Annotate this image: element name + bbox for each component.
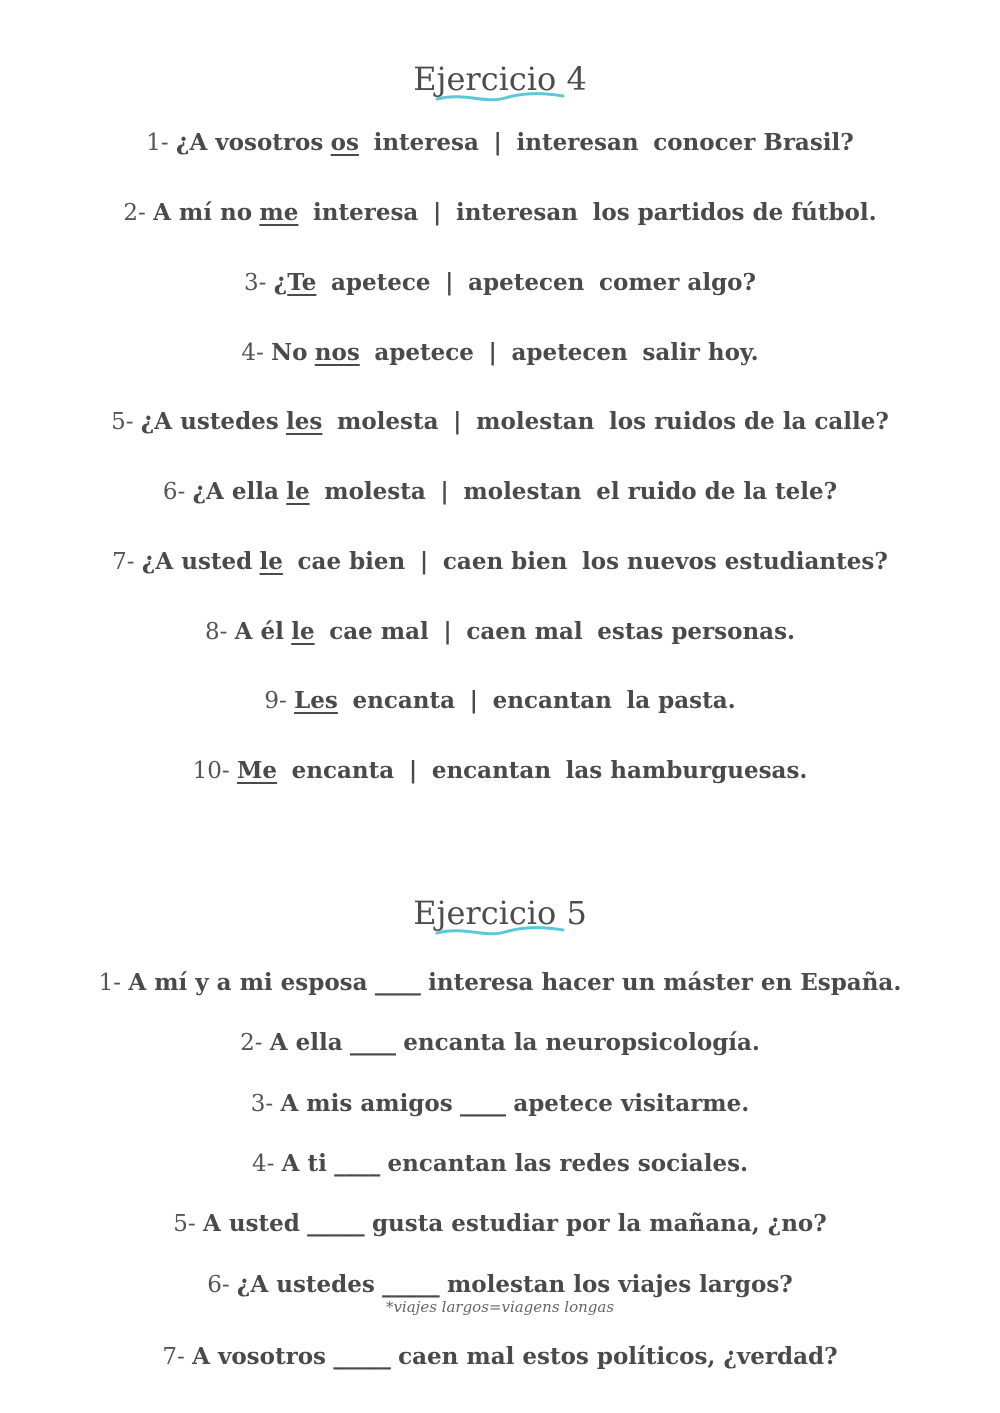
- exercise-5-item: [0, 1342, 1000, 1372]
- item-suffix: apetece visitarme.: [513, 1090, 750, 1117]
- option-singular[interactable]: interesa: [373, 129, 479, 156]
- option-singular[interactable]: molesta: [337, 408, 439, 435]
- pronoun: os: [330, 129, 359, 156]
- option-plural[interactable]: caen bien: [442, 548, 568, 575]
- option-singular[interactable]: encanta: [352, 687, 455, 714]
- exercise-5-item: [0, 1270, 1000, 1300]
- answer-blank[interactable]: _____: [382, 1271, 440, 1298]
- item-prefix: A mí y a mi esposa: [128, 969, 368, 996]
- item-suffix: el ruido de la tele?: [596, 478, 838, 505]
- exercise-5-item: [0, 968, 1000, 998]
- item-prefix: ¿A ella: [192, 478, 279, 505]
- item-prefix: A ti: [281, 1150, 327, 1177]
- item-suffix: interesa hacer un máster en España.: [428, 969, 902, 996]
- item-suffix: encanta la neuropsicología.: [403, 1029, 760, 1056]
- option-separator: |: [440, 478, 449, 505]
- option-singular[interactable]: apetece: [330, 269, 431, 296]
- exercise-5-title: [0, 894, 1000, 938]
- item-prefix: A ella: [269, 1029, 343, 1056]
- exercise-4-item: [0, 338, 1000, 368]
- item-number: 7-: [162, 1344, 185, 1370]
- item-suffix: los nuevos estudiantes?: [581, 548, 888, 575]
- exercise-4-item: [0, 477, 1000, 507]
- exercise-4-item: [0, 128, 1000, 158]
- option-plural[interactable]: interesan: [455, 199, 578, 226]
- option-separator: |: [443, 618, 452, 645]
- exercise-5-item: [0, 1149, 1000, 1179]
- item-prefix: No: [271, 339, 308, 366]
- option-singular[interactable]: cae bien: [297, 548, 406, 575]
- option-separator: |: [488, 339, 497, 366]
- option-plural[interactable]: encantan: [492, 687, 612, 714]
- item-suffix: encantan las redes sociales.: [387, 1150, 749, 1177]
- option-separator: |: [419, 548, 429, 575]
- item-number: 6-: [207, 1272, 230, 1298]
- item-prefix: A usted: [202, 1210, 300, 1237]
- option-plural[interactable]: molestan: [476, 408, 595, 435]
- item-suffix: comer algo?: [598, 269, 756, 296]
- option-separator: |: [493, 129, 502, 156]
- option-separator: |: [432, 199, 442, 226]
- option-singular[interactable]: interesa: [313, 199, 419, 226]
- item-prefix: ¿A usted: [141, 548, 253, 575]
- item-number: 2-: [123, 200, 146, 226]
- option-plural[interactable]: encantan: [431, 757, 552, 784]
- item-prefix: ¿A ustedes: [140, 408, 279, 435]
- option-separator: |: [469, 687, 478, 714]
- answer-blank[interactable]: ____: [334, 1150, 381, 1177]
- item-suffix: gusta estudiar por la mañana, ¿no?: [371, 1210, 827, 1237]
- exercise-5-item: [0, 1028, 1000, 1058]
- item-prefix: A mis amigos: [280, 1090, 453, 1117]
- item-suffix: conocer Brasil?: [653, 129, 854, 156]
- option-singular[interactable]: encanta: [291, 757, 395, 784]
- pronoun: le: [286, 478, 310, 505]
- item-prefix: A él: [234, 618, 284, 645]
- option-plural[interactable]: caen mal: [466, 618, 583, 645]
- option-singular[interactable]: molesta: [324, 478, 426, 505]
- pronoun: me: [259, 199, 299, 226]
- option-separator: |: [453, 408, 462, 435]
- answer-blank[interactable]: ____: [460, 1090, 506, 1117]
- item-suffix: los ruidos de la calle?: [609, 408, 889, 435]
- exercise-4-item: [0, 198, 1000, 228]
- item-number: 3-: [244, 270, 267, 296]
- item-number: 5-: [173, 1211, 196, 1237]
- item-number: 1-: [98, 970, 122, 996]
- answer-blank[interactable]: ____: [349, 1029, 396, 1056]
- item-number: 4-: [241, 340, 264, 366]
- item-prefix: ¿A vosotros: [175, 129, 324, 156]
- item-number: 2-: [240, 1030, 263, 1056]
- exercise-4-title: [0, 60, 1000, 104]
- exercise-5-item: [0, 1209, 1000, 1239]
- item-suffix: estas personas.: [597, 618, 796, 645]
- item-prefix: A mí no: [153, 199, 253, 226]
- item-number: 5-: [111, 409, 134, 435]
- pronoun: le: [259, 548, 283, 575]
- item-suffix: la pasta.: [626, 687, 736, 714]
- footnote: *viajes largos=viagens longas: [385, 1298, 615, 1316]
- answer-blank[interactable]: _____: [307, 1210, 365, 1237]
- pronoun: les: [286, 408, 323, 435]
- exercise-4-item: [0, 268, 1000, 298]
- item-suffix: caen mal estos políticos, ¿verdad?: [398, 1343, 838, 1370]
- item-suffix: salir hoy.: [642, 339, 759, 366]
- item-prefix: A vosotros: [192, 1343, 326, 1370]
- option-separator: |: [445, 269, 454, 296]
- item-number: 3-: [250, 1091, 274, 1117]
- item-number: 7-: [112, 549, 135, 575]
- pronoun: Te: [287, 269, 317, 296]
- option-separator: |: [408, 757, 418, 784]
- item-number: 9-: [264, 688, 287, 714]
- option-plural[interactable]: molestan: [463, 478, 582, 505]
- item-number: 4-: [251, 1151, 275, 1177]
- exercise-4-title-text: Ejercicio 4: [413, 60, 587, 98]
- option-plural[interactable]: interesan: [516, 129, 639, 156]
- exercise-4-item: [0, 756, 1000, 786]
- pronoun: Me: [236, 757, 278, 784]
- option-plural[interactable]: apetecen: [511, 339, 628, 366]
- exercise-5-item: [0, 1089, 1000, 1119]
- item-suffix: molestan los viajes largos?: [446, 1271, 793, 1298]
- exercise-5-title-text: Ejercicio 5: [413, 894, 587, 932]
- option-singular[interactable]: cae mal: [329, 618, 429, 645]
- pronoun: le: [291, 618, 315, 645]
- answer-blank[interactable]: ____: [374, 969, 421, 996]
- item-suffix: las hamburguesas.: [565, 757, 808, 784]
- item-suffix: los partidos de fútbol.: [592, 199, 877, 226]
- item-prefix: ¿: [273, 269, 288, 296]
- item-number: 6-: [162, 479, 186, 505]
- option-plural[interactable]: apetecen: [468, 269, 585, 296]
- item-number: 1-: [146, 130, 169, 156]
- item-number: 8-: [204, 619, 228, 645]
- exercise-4-item: [0, 617, 1000, 647]
- item-prefix: ¿A ustedes: [236, 1271, 375, 1298]
- pronoun: Les: [294, 687, 338, 714]
- answer-blank[interactable]: _____: [333, 1343, 391, 1370]
- option-singular[interactable]: apetece: [374, 339, 474, 366]
- exercise-4-item: [0, 686, 1000, 716]
- exercise-4-item: [0, 407, 1000, 437]
- exercise-4-item: [0, 547, 1000, 577]
- pronoun: nos: [314, 339, 360, 366]
- item-number: 10-: [192, 758, 230, 784]
